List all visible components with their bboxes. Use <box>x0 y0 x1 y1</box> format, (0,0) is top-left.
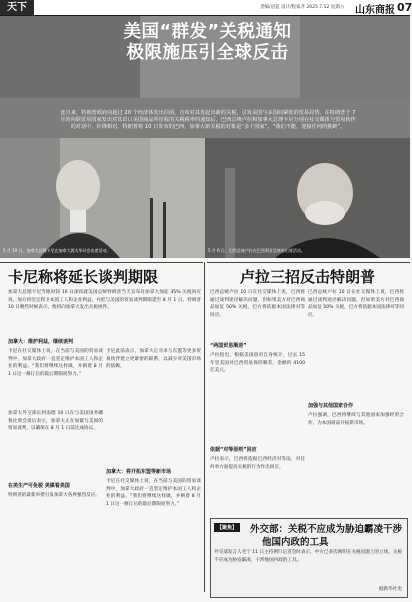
paper-name: 山东商报 <box>355 5 395 16</box>
page-number: 07 <box>397 1 412 14</box>
left-para-1: 卡尼在社交媒体上说，在当前与美国的贸易谈判中，加拿大政府一直坚定维护本国工人和企业的利益。“我们将继续这样做，并朝着 8 月 1 日这一修订后的最后期限而努力。” <box>8 349 103 377</box>
left-subhead-1: 加拿大：维护利益，继续谈判 <box>8 339 74 345</box>
right-subhead-1: “两国贸易顺逆” <box>210 343 247 349</box>
carney-photo-illustration <box>0 138 205 258</box>
photo-carney <box>0 138 205 258</box>
left-para-2: 加拿大外交部长阿南德 10 日在与美国国务卿鲁比奥会谈后表示，加拿大正在加紧与美国的贸易谈判，以确保在 8 月 1 日前达成协议。 <box>8 411 103 432</box>
right-article-intro: 巴西总统卢拉 10 日在社交媒体上说，巴西将通过谈判途径解决问题，但如果美方对巴西商品加征 50% 关税，巴方将依据本国法律对等回应。 <box>210 290 305 318</box>
left-subhead-3: 在美生产可免税 美媒看美国 <box>8 483 70 489</box>
page-header <box>0 0 410 16</box>
focus-source: 据新华社电 <box>379 587 402 592</box>
lead-paragraph: 连日来，特朗普政府向超过 20 个经济体发出信函，宣布对其发起出新的关税，引发美国与多国间紧张的贸易局势。在特朗普于 7 月的向联贸易国家发出对其出口美国商品所征收的关税税率的通知后，巴西总统卢拉和加拿大总理卡尼分别在社交媒体与贸易伙伴的对话中，针锋相对。特朗普将 10 日发布的巴西、加拿大新关税的对象是“多个国家”。“我们不能，迎接任何的挑衅”。 <box>60 110 356 131</box>
focus-tag: 【聚焦】 <box>214 523 240 532</box>
left-para-3: 卡尼此前表示，加拿大正寻求与东盟等更多贸易伙伴建立更紧密的联系，以减少对美国市场的依赖。 <box>106 349 201 370</box>
left-para-4: 特朗普的最新举措引发加拿大各界强烈反应。 <box>8 493 100 498</box>
left-article-intro: 加拿大总理卡尼当地时间 10 日深夜就美国总统特朗普当天宣布对加拿大加征 35% 关税回应说，加方将坚定捍卫本国工人和企业利益，并把与美国的贸易谈判期限延至 8 月 1 日。特朗普 10 日晚些时候表示，他将向加拿大发出关税函件。 <box>8 290 201 311</box>
right-para-1: 卢拉指出，根据美国政府自身统计，过去 15 年里美国对巴西贸易保持顺差，金额约 4100 亿美元。 <box>210 353 305 374</box>
right-subhead-2: 依据“对等原则”回应 <box>210 447 257 453</box>
right-para-2: 卢拉表示，巴西将依据巴西经济对等法，对任何单方面提高关税的行为作出回应。 <box>210 457 305 470</box>
right-photo-caption: 5 月 6 日，巴西总统卢拉在巴西利亚总统府出席活动。 <box>208 248 305 253</box>
edition-info: 责编/冠超 设计/程家齐 2025.7.12 星期六 <box>260 5 345 10</box>
focus-title-line-2: 他国内政的工具 <box>262 537 329 548</box>
focus-text: 外交部发言人毛宁 11 日主持例行记者会时表示，中方已多次阐明在关税问题上的立场。关税不应成为胁迫霸凌、干涉他国内政的工具。 <box>214 550 402 563</box>
lula-photo-illustration <box>205 138 410 258</box>
section-label: 天下 <box>0 0 34 15</box>
left-subhead-2: 加拿大：将开拓东盟等新市场 <box>106 469 172 475</box>
headline-line-2: 极限施压引全球反击 <box>126 43 289 63</box>
headline-line-1: 美国“群发”关税通知 <box>123 22 292 42</box>
left-photo-caption: 5 月 19 日，加拿大总理卡尼在加拿大渥太华议会出席活动。 <box>3 248 111 253</box>
main-headline <box>60 22 355 64</box>
right-subhead-3: 加强与其他国家合作 <box>308 403 354 409</box>
right-para-extra: 巴西总统卢拉 10 日在社交媒体上说，巴西将通过谈判途径解决问题，但如果美方对巴西商品加征 50% 关税，巴方将依据本国法律对等回应。 <box>308 290 404 318</box>
left-para-3b: 卡尼在社交媒体上说，在当前与美国的贸易谈判中，加拿大政府一直坚定维护本国工人和企业的利益。“我们将继续这样做，并朝着 8 月 1 日这一修订后的最后期限而努力。” <box>106 479 201 507</box>
right-article-title: 卢拉三招反击特朗普 <box>240 268 376 286</box>
focus-title-line-1: 外交部：关税不应成为胁迫霸凌干涉 <box>250 524 403 535</box>
right-para-3: 卢拉强调，巴西将继续与其他国家加强经贸合作，为本国商品开拓新市场。 <box>308 413 404 426</box>
photo-lula <box>205 138 410 258</box>
left-article-title: 卡尼称将延长谈判期限 <box>8 268 159 286</box>
